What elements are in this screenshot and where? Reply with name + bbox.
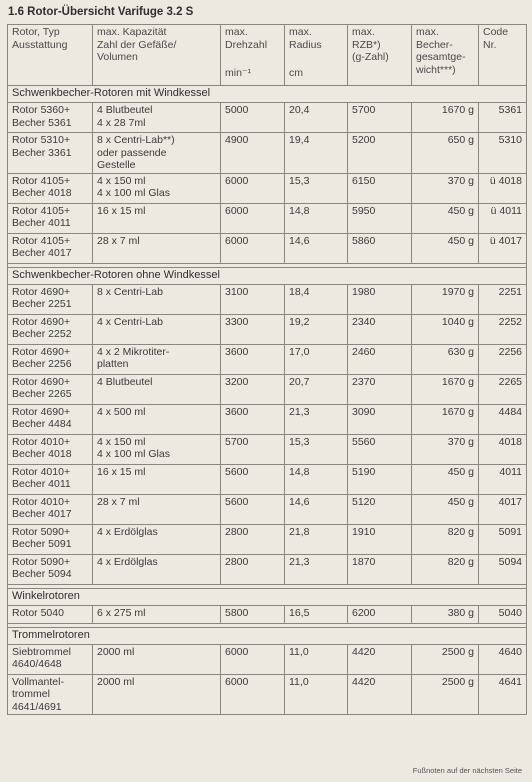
header-capacity-line: Volumen	[97, 51, 138, 63]
table-row	[8, 434, 527, 464]
cell-capacity-line: 28 x 7 ml	[97, 234, 140, 247]
cell-rotor-line: trommel	[12, 688, 50, 700]
cell-capacity-line: 4 x 500 ml	[97, 405, 146, 418]
cell-code: 4484	[479, 404, 527, 434]
cell-rotor	[8, 173, 93, 203]
cell-radius: 11,0	[285, 644, 348, 674]
cell-capacity	[93, 233, 221, 263]
header-radius-line: max.	[289, 26, 312, 38]
cell-rotor-line: Rotor 4105+	[12, 204, 71, 217]
cell-weight: 370 g	[412, 434, 479, 464]
table-row	[8, 103, 527, 133]
table-row	[8, 374, 527, 404]
section-header	[8, 86, 527, 103]
header-rotor	[8, 25, 93, 86]
cell-speed: 6000	[221, 674, 285, 715]
cell-code: ü 4011	[479, 203, 527, 233]
cell-speed: 3600	[221, 344, 285, 374]
cell-capacity	[93, 404, 221, 434]
table-body	[8, 86, 527, 715]
cell-weight: 1670 g	[412, 404, 479, 434]
header-code-line: Nr.	[483, 38, 497, 51]
cell-radius: 21,3	[285, 404, 348, 434]
cell-weight: 2500 g	[412, 674, 479, 715]
cell-rcf: 5560	[348, 434, 412, 464]
cell-capacity	[93, 644, 221, 674]
header-weight-line: max.	[416, 26, 439, 38]
cell-capacity	[93, 344, 221, 374]
cell-rotor-line: 4641/4691	[12, 700, 62, 713]
table-row	[8, 344, 527, 374]
cell-weight: 820 g	[412, 524, 479, 554]
cell-rotor-line: Becher 5091	[12, 538, 72, 550]
header-speed-line: Drehzahl	[225, 38, 268, 51]
cell-rotor	[8, 404, 93, 434]
cell-rotor-line: Rotor 4105+	[12, 174, 71, 187]
cell-weight: 1970 g	[412, 284, 479, 314]
cell-capacity	[93, 464, 221, 494]
cell-rotor-line: Becher 4484	[12, 418, 72, 430]
cell-code: 2256	[479, 344, 527, 374]
cell-capacity-line: 16 x 15 ml	[97, 204, 146, 217]
cell-code: 5310	[479, 133, 527, 174]
cell-weight: 450 g	[412, 494, 479, 524]
cell-code: 5091	[479, 524, 527, 554]
cell-capacity	[93, 674, 221, 715]
cell-rotor-line: Rotor 4690+	[12, 315, 71, 328]
cell-rotor	[8, 554, 93, 584]
cell-code: 2252	[479, 314, 527, 344]
cell-speed: 5600	[221, 494, 285, 524]
cell-speed: 6000	[221, 203, 285, 233]
cell-capacity	[93, 314, 221, 344]
header-code-line: Code	[483, 26, 509, 38]
cell-weight: 1040 g	[412, 314, 479, 344]
cell-speed: 5700	[221, 434, 285, 464]
cell-rotor-line: Becher 4018	[12, 448, 72, 460]
cell-capacity	[93, 203, 221, 233]
cell-capacity-line: 4 Blutbeutel	[97, 104, 153, 116]
cell-capacity-line: 28 x 7 ml	[97, 495, 140, 508]
table-row	[8, 464, 527, 494]
cell-code: 4640	[479, 644, 527, 674]
cell-capacity-line: 4 x Erdölglas	[97, 555, 158, 568]
cell-weight: 370 g	[412, 173, 479, 203]
header-weight	[412, 25, 479, 86]
cell-radius: 16,5	[285, 605, 348, 623]
header-code	[479, 25, 527, 86]
header-weight-line: wicht***)	[416, 63, 456, 76]
cell-capacity-line: Gestelle	[97, 159, 136, 171]
cell-rotor	[8, 674, 93, 715]
header-capacity-line: max. Kapazität	[97, 26, 167, 38]
header-radius	[285, 25, 348, 86]
cell-weight: 650 g	[412, 133, 479, 174]
cell-rcf: 2460	[348, 344, 412, 374]
cell-rotor-line: Vollmantel-	[12, 675, 64, 688]
table-row	[8, 605, 527, 623]
cell-rotor-line: Becher 3361	[12, 146, 72, 159]
cell-radius: 21,8	[285, 524, 348, 554]
section-title: Schwenkbecher-Rotoren ohne Windkessel	[8, 267, 527, 284]
table-row	[8, 173, 527, 203]
cell-code: 5361	[479, 103, 527, 133]
cell-rotor-line: Becher 4017	[12, 247, 72, 259]
cell-capacity-line: 2000 ml	[97, 675, 135, 688]
table-row	[8, 284, 527, 314]
header-rcf-line: max.	[352, 26, 375, 38]
cell-rcf: 1870	[348, 554, 412, 584]
cell-capacity-line: 4 x Centri-Lab	[97, 315, 163, 328]
cell-capacity	[93, 284, 221, 314]
table-row	[8, 494, 527, 524]
cell-rotor-line: Becher 4011	[12, 217, 71, 229]
header-capacity	[93, 25, 221, 86]
cell-rotor-line: Rotor 4010+	[12, 435, 71, 448]
cell-speed: 3600	[221, 404, 285, 434]
cell-rotor-line: Becher 2252	[12, 328, 72, 340]
header-speed-unit: min⁻¹	[225, 67, 251, 79]
cell-capacity-line: oder passende	[97, 146, 167, 159]
cell-radius: 14,6	[285, 494, 348, 524]
cell-rotor	[8, 434, 93, 464]
cell-speed: 6000	[221, 233, 285, 263]
cell-code: ü 4018	[479, 173, 527, 203]
section-header	[8, 627, 527, 644]
cell-capacity-line: 8 x Centri-Lab	[97, 285, 163, 298]
section-title: Winkelrotoren	[8, 588, 527, 605]
cell-rotor-line: Becher 5094	[12, 568, 72, 580]
cell-rotor	[8, 133, 93, 174]
cell-rotor	[8, 103, 93, 133]
cell-speed: 5000	[221, 103, 285, 133]
cell-rotor-line: Rotor 4690+	[12, 375, 71, 388]
cell-capacity	[93, 554, 221, 584]
cell-rcf: 1910	[348, 524, 412, 554]
header-radius-line: Radius	[289, 38, 322, 51]
cell-rotor	[8, 233, 93, 263]
cell-weight: 450 g	[412, 233, 479, 263]
cell-code: 5094	[479, 554, 527, 584]
cell-rotor-line: Becher 2256	[12, 358, 72, 370]
cell-weight: 1670 g	[412, 103, 479, 133]
cell-speed: 4900	[221, 133, 285, 174]
header-rotor-line: Rotor, Typ	[12, 26, 60, 38]
table-row	[8, 674, 527, 715]
cell-rcf: 6150	[348, 173, 412, 203]
cell-speed: 2800	[221, 554, 285, 584]
cell-capacity-line: 4 x 100 ml Glas	[97, 448, 170, 460]
cell-rotor-line: Rotor 4690+	[12, 405, 71, 418]
cell-rotor-line: Rotor 5090+	[12, 555, 71, 568]
cell-rcf: 3090	[348, 404, 412, 434]
cell-radius: 20,4	[285, 103, 348, 133]
cell-rotor-line: Becher 4018	[12, 187, 72, 199]
cell-weight: 380 g	[412, 605, 479, 623]
cell-code: ü 4017	[479, 233, 527, 263]
cell-capacity-line: 4 x 150 ml	[97, 435, 146, 448]
cell-rotor	[8, 314, 93, 344]
cell-radius: 21,3	[285, 554, 348, 584]
page-title: 1.6 Rotor-Übersicht Varifuge 3.2 S	[8, 6, 194, 18]
footnote-reference: Fußnoten auf der nächsten Seite	[412, 766, 522, 775]
header-rcf-line: (g-Zahl)	[352, 51, 389, 63]
cell-rcf: 5700	[348, 103, 412, 133]
cell-rotor-line: Becher 2251	[12, 298, 72, 310]
header-weight-line: Becher-	[416, 38, 453, 51]
cell-rcf: 2370	[348, 374, 412, 404]
cell-weight: 1670 g	[412, 374, 479, 404]
cell-code: 2265	[479, 374, 527, 404]
cell-code: 2251	[479, 284, 527, 314]
cell-capacity-line: 4 x 2 Mikrotiter-	[97, 345, 170, 358]
cell-rcf: 6200	[348, 605, 412, 623]
cell-speed: 3100	[221, 284, 285, 314]
cell-rcf: 4420	[348, 674, 412, 715]
cell-weight: 2500 g	[412, 644, 479, 674]
cell-rcf: 5950	[348, 203, 412, 233]
cell-weight: 820 g	[412, 554, 479, 584]
cell-rotor-line: Becher 4011	[12, 478, 71, 490]
section-header	[8, 267, 527, 284]
cell-radius: 14,6	[285, 233, 348, 263]
header-rcf	[348, 25, 412, 86]
cell-weight: 450 g	[412, 203, 479, 233]
cell-rcf: 4420	[348, 644, 412, 674]
table-row	[8, 314, 527, 344]
cell-rcf: 1980	[348, 284, 412, 314]
cell-code: 5040	[479, 605, 527, 623]
cell-rotor	[8, 284, 93, 314]
table-row	[8, 554, 527, 584]
cell-speed: 6000	[221, 644, 285, 674]
cell-capacity-line: 4 x Erdölglas	[97, 525, 158, 538]
cell-rcf: 5860	[348, 233, 412, 263]
cell-radius: 17,0	[285, 344, 348, 374]
cell-rotor	[8, 374, 93, 404]
cell-weight: 450 g	[412, 464, 479, 494]
cell-rcf: 2340	[348, 314, 412, 344]
cell-rotor	[8, 203, 93, 233]
cell-capacity	[93, 494, 221, 524]
cell-capacity	[93, 605, 221, 623]
cell-rotor	[8, 605, 93, 623]
section-title: Trommelrotoren	[8, 627, 527, 644]
cell-speed: 5600	[221, 464, 285, 494]
cell-radius: 14,8	[285, 464, 348, 494]
cell-rotor-line: 4640/4648	[12, 658, 62, 670]
header-rotor-line: Ausstattung	[12, 38, 68, 51]
cell-radius: 18,4	[285, 284, 348, 314]
cell-rotor-line: Rotor 4010+	[12, 465, 71, 478]
cell-capacity-line: 8 x Centri-Lab**)	[97, 134, 175, 146]
cell-code: 4641	[479, 674, 527, 715]
cell-code: 4011	[479, 464, 527, 494]
table-row	[8, 524, 527, 554]
cell-rotor-line: Becher 5361	[12, 116, 72, 129]
cell-capacity	[93, 133, 221, 174]
table-row	[8, 133, 527, 174]
cell-radius: 19,4	[285, 133, 348, 174]
cell-rcf: 5120	[348, 494, 412, 524]
table-row	[8, 203, 527, 233]
cell-radius: 11,0	[285, 674, 348, 715]
table-header	[8, 25, 527, 86]
header-capacity-line: Zahl der Gefäße/	[97, 38, 177, 51]
cell-code: 4017	[479, 494, 527, 524]
cell-rotor	[8, 644, 93, 674]
cell-speed: 3300	[221, 314, 285, 344]
header-radius-unit: cm	[289, 67, 303, 79]
cell-rotor	[8, 344, 93, 374]
section-header	[8, 588, 527, 605]
cell-capacity	[93, 434, 221, 464]
header-speed-line: max.	[225, 26, 248, 38]
cell-speed: 3200	[221, 374, 285, 404]
cell-radius: 20,7	[285, 374, 348, 404]
table-row	[8, 233, 527, 263]
cell-radius: 15,3	[285, 434, 348, 464]
cell-capacity	[93, 374, 221, 404]
cell-rcf: 5200	[348, 133, 412, 174]
cell-rotor-line: Rotor 4690+	[12, 345, 71, 358]
cell-radius: 19,2	[285, 314, 348, 344]
cell-capacity-line: 16 x 15 ml	[97, 465, 146, 478]
cell-rcf: 5190	[348, 464, 412, 494]
cell-rotor-line: Rotor 4010+	[12, 495, 71, 508]
cell-rotor	[8, 494, 93, 524]
header-weight-line: gesamtge-	[416, 51, 466, 63]
cell-rotor-line: Becher 4017	[12, 508, 72, 520]
cell-capacity	[93, 524, 221, 554]
cell-capacity-line: platten	[97, 358, 129, 370]
cell-capacity	[93, 103, 221, 133]
cell-rotor-line: Rotor 4690+	[12, 285, 71, 298]
cell-capacity-line: 4 Blutbeutel	[97, 375, 153, 388]
cell-rotor-line: Rotor 4105+	[12, 234, 71, 247]
table-row	[8, 644, 527, 674]
table-row	[8, 404, 527, 434]
cell-rotor-line: Siebtrommel	[12, 645, 71, 658]
cell-speed: 6000	[221, 173, 285, 203]
rotor-table	[7, 24, 527, 715]
section-title: Schwenkbecher-Rotoren mit Windkessel	[8, 86, 527, 103]
header-speed	[221, 25, 285, 86]
cell-capacity-line: 4 x 28 7ml	[97, 116, 146, 129]
cell-weight: 630 g	[412, 344, 479, 374]
cell-rotor-line: Rotor 5310+	[12, 134, 71, 146]
cell-rotor	[8, 524, 93, 554]
cell-radius: 15,3	[285, 173, 348, 203]
cell-capacity-line: 4 x 100 ml Glas	[97, 187, 170, 199]
cell-rotor-line: Becher 2265	[12, 388, 72, 400]
header-rcf-line: RZB*)	[352, 38, 381, 51]
cell-rotor-line: Rotor 5040	[12, 606, 64, 619]
cell-rotor	[8, 464, 93, 494]
cell-rotor-line: Rotor 5090+	[12, 525, 71, 538]
cell-code: 4018	[479, 434, 527, 464]
cell-capacity-line: 4 x 150 ml	[97, 174, 146, 187]
cell-speed: 5800	[221, 605, 285, 623]
cell-speed: 2800	[221, 524, 285, 554]
cell-capacity-line: 2000 ml	[97, 645, 135, 658]
cell-capacity-line: 6 x 275 ml	[97, 606, 146, 619]
cell-capacity	[93, 173, 221, 203]
cell-radius: 14,8	[285, 203, 348, 233]
cell-rotor-line: Rotor 5360+	[12, 104, 71, 116]
